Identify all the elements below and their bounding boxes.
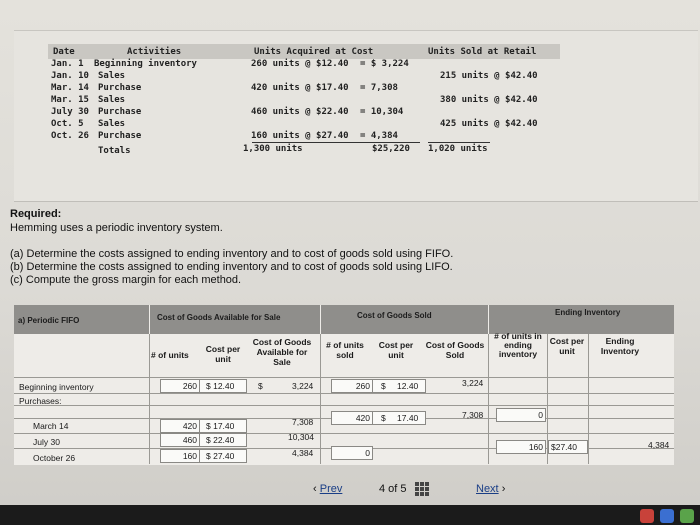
header-activities: Activities [127, 47, 182, 57]
units-sold-input[interactable]: 420 [331, 411, 373, 425]
units-input[interactable]: 460 [160, 433, 200, 447]
row-divider [14, 377, 674, 378]
ending-inventory-value: 4,384 [648, 440, 670, 450]
ledger-date: Mar. 15 [51, 95, 89, 105]
row-divider [14, 393, 674, 394]
ending-units-input[interactable]: 160 [496, 440, 546, 454]
group-cogs: Cost of Goods Sold [357, 311, 432, 320]
dollar-sign: $ [258, 381, 263, 391]
row-label-purchases: Purchases: [19, 396, 62, 406]
ending-cost-input[interactable]: $27.40 [548, 440, 588, 454]
row-label-july: July 30 [33, 437, 60, 447]
table-title: a) Periodic FIFO [18, 316, 80, 325]
cost-per-unit-input[interactable]: $ 12.40 [372, 379, 426, 393]
totals-units: 1,300 units [243, 144, 303, 154]
cgas-value: 4,384 [292, 448, 314, 458]
units-input[interactable]: 160 [160, 449, 200, 463]
row-label-march: March 14 [33, 421, 69, 431]
ledger-activity: Purchase [98, 107, 142, 117]
row-label-beginning: Beginning inventory [19, 382, 94, 392]
ledger-sold: 380 units @ $42.40 [440, 95, 538, 105]
cost-per-unit-input[interactable]: $ 17.40 [199, 419, 247, 433]
cost-per-unit-input[interactable]: $ 22.40 [199, 433, 247, 447]
col-end-units: # of units in ending inventory [494, 331, 542, 359]
dock-bar [0, 505, 700, 525]
ledger-acquired: 160 units @ $27.40 [251, 131, 349, 141]
ledger-date: July 30 [51, 107, 89, 117]
prev-button[interactable]: ‹ Prev [313, 483, 343, 495]
ledger-activity: Purchase [98, 131, 142, 141]
ledger-acquired: 260 units @ $12.40 [251, 59, 349, 69]
cgas-value: 7,308 [292, 417, 314, 427]
ledger-sold: 215 units @ $42.40 [440, 71, 538, 81]
chevron-right-icon: › [501, 483, 506, 495]
app-icon[interactable] [640, 509, 654, 523]
ledger-sold: 425 units @ $42.40 [440, 119, 538, 129]
ending-units-input[interactable]: 0 [496, 408, 546, 422]
app-icon[interactable] [680, 509, 694, 523]
units-input[interactable]: 260 [160, 379, 200, 393]
cgas-value: 3,224 [292, 381, 314, 391]
cgas-value: 10,304 [288, 432, 314, 442]
cogs-value: 3,224 [462, 378, 484, 388]
totals-sold-underline [428, 142, 490, 143]
col-divider [149, 334, 150, 464]
grid-icon[interactable] [415, 482, 429, 496]
cost-per-unit-input[interactable]: $ 17.40 [372, 411, 426, 425]
col-sold-units: # of units sold [326, 340, 364, 360]
cost-per-unit-input[interactable]: $ 12.40 [199, 379, 247, 393]
col-cogs: Cost of Goods Sold [425, 340, 485, 360]
requirement-c: (c) Compute the gross margin for each method. [10, 274, 242, 286]
header-acquired: Units Acquired at Cost [254, 47, 374, 57]
row-divider [14, 433, 674, 434]
units-sold-input[interactable]: 260 [331, 379, 373, 393]
ledger-acquired: 460 units @ $22.40 [251, 107, 349, 117]
requirement-b: (b) Determine the costs assigned to ending inventory and to cost of goods sold using LIFO. [10, 261, 453, 273]
ledger-date: Mar. 14 [51, 83, 89, 93]
col-divider [488, 334, 489, 464]
page-indicator: 4 of 5 [379, 483, 407, 495]
app-icon[interactable] [660, 509, 674, 523]
cogs-value: 7,308 [462, 410, 484, 420]
col-units: # of units [151, 350, 189, 360]
col-sold-cpu: Cost per unit [378, 340, 414, 360]
group-available: Cost of Goods Available for Sale [157, 313, 281, 322]
ledger-amount: = 4,384 [360, 131, 398, 141]
header-sold: Units Sold at Retail [428, 47, 537, 57]
required-heading: Required: [10, 208, 62, 220]
ledger-amount: = 7,308 [360, 83, 398, 93]
group-ending: Ending Inventory [555, 308, 621, 317]
units-input[interactable]: 420 [160, 419, 200, 433]
ledger-activity: Purchase [98, 83, 142, 93]
ledger-date: Oct. 5 [51, 119, 84, 129]
units-sold-input[interactable]: 0 [331, 446, 373, 460]
row-divider [14, 405, 674, 406]
col-cgas: Cost of Goods Available for Sale [252, 337, 312, 367]
cost-per-unit-input[interactable]: $ 27.40 [199, 449, 247, 463]
ledger-date: Jan. 10 [51, 71, 89, 81]
chevron-left-icon: ‹ [313, 483, 317, 495]
col-end-cpu: Cost per unit [549, 336, 585, 356]
ledger-activity: Sales [98, 95, 126, 105]
next-button[interactable]: Next › [476, 483, 506, 495]
ledger-date: Oct. 26 [51, 131, 89, 141]
col-end-inv: Ending Inventory [600, 336, 640, 356]
ledger-amount: = $ 3,224 [360, 59, 409, 69]
totals-cost: $25,220 [372, 144, 410, 154]
row-label-october: October 26 [33, 453, 76, 463]
totals-underline [252, 142, 420, 143]
ledger-amount: = 10,304 [360, 107, 404, 117]
ledger-activity: Sales [98, 119, 126, 129]
required-intro: Hemming uses a periodic inventory system. [10, 222, 223, 234]
requirement-a: (a) Determine the costs assigned to ending inventory and to cost of goods sold using FIFO. [10, 248, 454, 260]
ledger-date: Jan. 1 [51, 59, 84, 69]
totals-label: Totals [98, 146, 131, 156]
totals-sold: 1,020 units [428, 144, 488, 154]
ledger-activity: Beginning inventory [94, 59, 197, 69]
ledger-activity: Sales [98, 71, 126, 81]
col-divider [588, 334, 589, 464]
col-cpu: Cost per unit [205, 344, 241, 364]
col-divider [320, 334, 321, 464]
ledger-acquired: 420 units @ $17.40 [251, 83, 349, 93]
header-date: Date [53, 47, 75, 57]
